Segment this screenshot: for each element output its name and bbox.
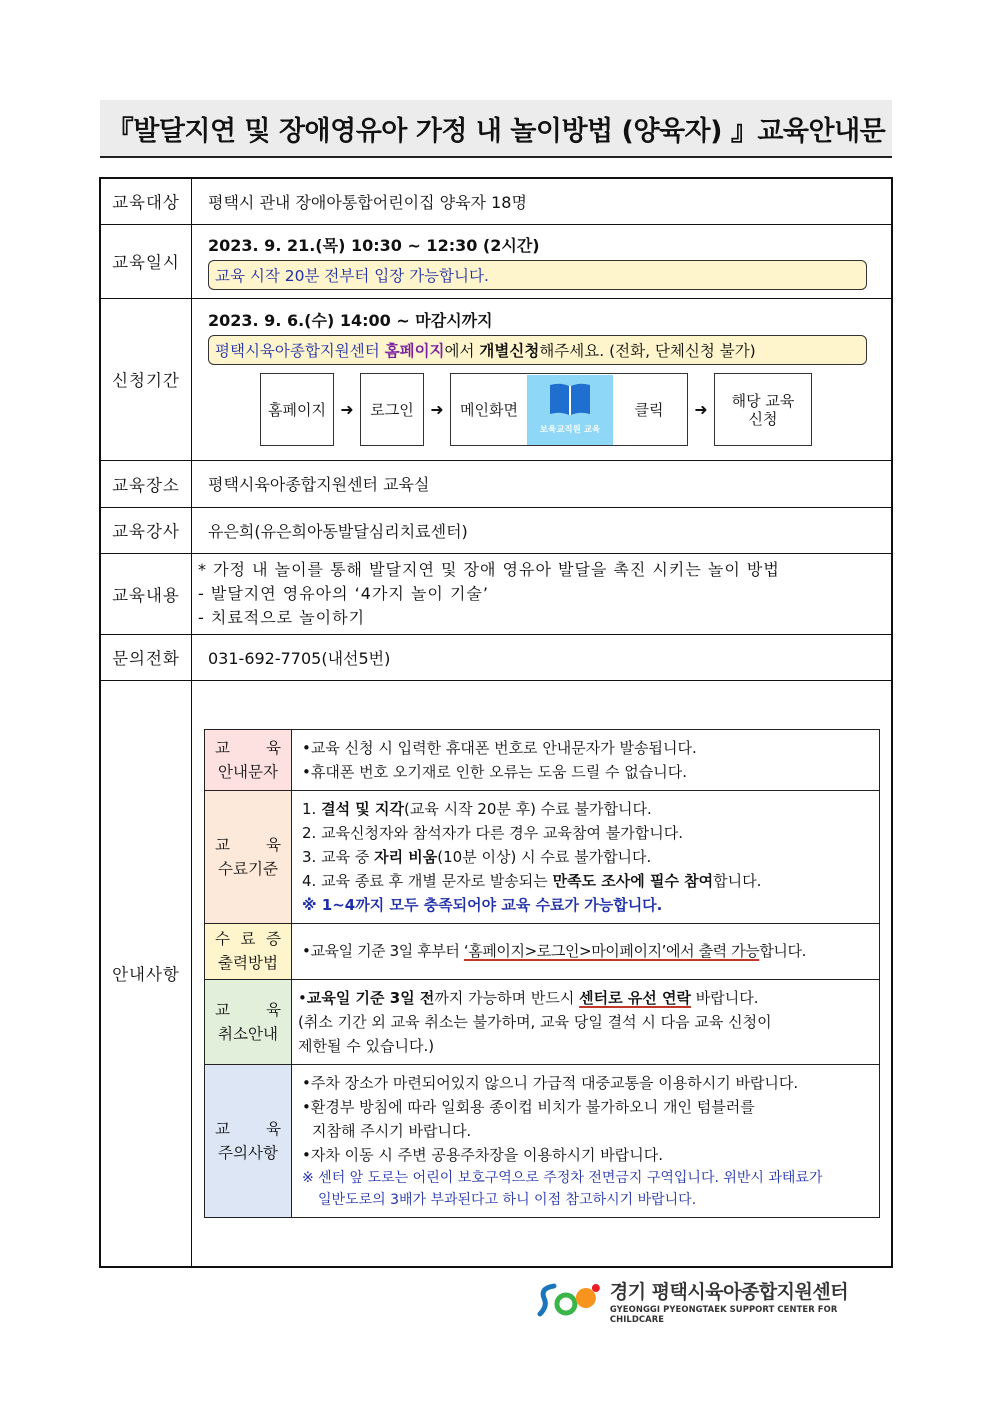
apply-flow	[260, 373, 891, 446]
row-datetime	[100, 224, 892, 298]
apply-note	[208, 335, 867, 365]
value-apply: 2023. 9. 6.(수) 14:00 ~ 마감시까지	[208, 311, 493, 330]
notice-value-caution	[292, 1064, 880, 1217]
caution-line3: 지참해 주시기 바랍니다.	[312, 1121, 472, 1140]
center-logo-icon	[534, 1280, 602, 1320]
notice-row-completion	[205, 790, 880, 923]
footer-logo	[534, 1278, 894, 1322]
label-lecturer: 교육강사	[100, 507, 192, 553]
flow-step-homepage: 홈페이지	[260, 373, 334, 446]
cancel-line1: •교육일 기준 3일 전까지 가능하며 반드시 센터로 유선 연락 바랍니다.	[298, 988, 759, 1007]
sms-line2: •휴대폰 번호 오기재로 인한 오류는 도움 드릴 수 없습니다.	[302, 762, 688, 781]
caution-line2: •환경부 방침에 따라 일회용 종이컵 비치가 불가하오니 개인 텀블러를	[302, 1097, 755, 1116]
label-place: 교육장소	[100, 460, 192, 507]
cell-datetime	[192, 224, 893, 298]
notice-label-cancel: 교 육 취소안내	[205, 979, 292, 1064]
flow-step-main-label: 메인화면	[460, 400, 518, 419]
content-line3: - 치료적으로 놀이하기	[198, 607, 366, 627]
row-apply	[100, 298, 892, 460]
row-notice	[100, 680, 892, 1267]
book-icon	[547, 381, 593, 417]
notice-value-certificate: •교육일 기준 3일 후부터 ‘홈페이지>로그인>마이페이지’에서 출력 가능합니다.	[292, 923, 880, 979]
completion-line4: 4. 교육 종료 후 개별 문자로 발송되는 만족도 조사에 필수 참여합니다.	[302, 871, 762, 890]
icon-label: 보육교직원 교육	[539, 424, 601, 435]
caution-note1: ※ 센터 앞 도로는 어린이 보호구역으로 주정차 전면금지 구역입니다. 위반시 과태료가	[302, 1169, 823, 1186]
label-datetime: 교육일시	[100, 224, 192, 298]
apply-note-individual: 개별신청	[479, 342, 540, 360]
label-content: 교육내용	[100, 553, 192, 634]
flow-step-apply-line2: 신청	[748, 409, 778, 428]
notice-row-sms	[205, 729, 880, 790]
footer-org-ko: 경기 평택시육아종합지원센터	[609, 1280, 849, 1303]
apply-note-homepage: 홈페이지	[384, 342, 445, 360]
value-lecturer: 유은희(유은희아동발달심리치료센터)	[192, 507, 893, 553]
notice-value-cancel	[292, 979, 880, 1064]
value-phone: 031-692-7705(내선5번)	[192, 634, 893, 680]
value-target: 평택시 관내 장애아통합어린이집 양육자 18명	[192, 178, 893, 224]
cancel-line2: (취소 기간 외 교육 취소는 불가하며, 교육 당일 결석 시 다음 교육 신청이	[298, 1012, 772, 1031]
flow-step-login: 로그인	[360, 373, 424, 446]
notice-row-cancel	[205, 979, 880, 1064]
notice-label-sms: 교 육 안내문자	[205, 729, 292, 790]
content-line1: * 가정 내 놀이를 통해 발달지연 및 장애 영유아 발달을 촉진 시키는 놀이 방법	[198, 559, 780, 579]
caution-note2: 일반도로의 3배가 부과된다고 하니 이점 참고하시기 바랍니다.	[318, 1191, 697, 1208]
notice-table	[204, 729, 880, 1218]
value-datetime: 2023. 9. 21.(목) 10:30 ~ 12:30 (2시간)	[208, 235, 540, 255]
flow-arrow-icon: ➜	[694, 400, 708, 419]
notice-row-certificate	[205, 923, 880, 979]
row-place	[100, 460, 892, 507]
notice-label-completion: 교 육 수료기준	[205, 790, 292, 923]
cancel-line3: 제한될 수 있습니다.)	[298, 1036, 435, 1055]
completion-line2: 2. 교육신청자와 참석자가 다른 경우 교육참여 불가합니다.	[302, 823, 683, 842]
entry-note: 교육 시작 20분 전부터 입장 가능합니다.	[208, 260, 867, 290]
cell-content	[192, 553, 893, 634]
label-target: 교육대상	[100, 178, 192, 224]
value-place: 평택시육아종합지원센터 교육실	[192, 460, 893, 507]
row-lecturer	[100, 507, 892, 553]
row-phone	[100, 634, 892, 680]
apply-note-a: 평택시육아종합지원센터	[215, 342, 385, 360]
footer-org-en: GYEONGGI PYEONGTAEK SUPPORT CENTER FOR CHILDCARE	[609, 1303, 838, 1324]
content-line2: - 발달지연 영유아의 ‘4가지 놀이 기술’	[198, 583, 489, 603]
label-phone: 문의전화	[100, 634, 192, 680]
caution-line4: •자차 이동 시 주변 공용주차장을 이용하시기 바랍니다.	[302, 1145, 664, 1164]
footer-text	[610, 1277, 894, 1324]
flow-arrow-icon: ➜	[430, 400, 444, 419]
info-table	[99, 177, 893, 1268]
cell-apply	[192, 298, 893, 460]
row-target	[100, 178, 892, 224]
teacher-education-button	[527, 375, 613, 445]
cell-notice	[192, 680, 893, 1267]
flow-step-click: 클릭	[634, 400, 664, 419]
apply-note-e: 해주세요. (전화, 단체신청 불가)	[539, 342, 756, 360]
flow-arrow-icon: ➜	[340, 400, 354, 419]
notice-label-certificate: 수 료 증 출력방법	[205, 923, 292, 979]
notice-label-caution: 교 육 주의사항	[205, 1064, 292, 1217]
caution-line1: •주차 장소가 마련되어있지 않으니 가급적 대중교통을 이용하시기 바랍니다.	[302, 1073, 799, 1092]
notice-row-caution	[205, 1064, 880, 1217]
flow-step-apply	[714, 373, 812, 446]
completion-line1: 1. 결석 및 지각(교육 시작 20분 후) 수료 불가합니다.	[302, 799, 652, 818]
document-title: 『발달지연 및 장애영유아 가정 내 놀이방법 (양육자) 』교육안내문	[100, 100, 892, 158]
sms-line1: •교육 신청 시 입력한 휴대폰 번호로 안내문자가 발송됩니다.	[302, 738, 697, 757]
row-content	[100, 553, 892, 634]
completion-line3: 3. 교육 중 자리 비움(10분 이상) 시 수료 불가합니다.	[302, 847, 652, 866]
label-apply: 신청기간	[100, 298, 192, 460]
notice-value-completion	[292, 790, 880, 923]
completion-note: ※ 1~4까지 모두 충족되어야 교육 수료가 가능합니다.	[302, 895, 663, 914]
notice-value-sms	[292, 729, 880, 790]
flow-step-main	[450, 373, 688, 446]
apply-note-c: 에서	[444, 342, 480, 360]
label-notice: 안내사항	[100, 680, 192, 1267]
flow-step-apply-line1: 해당 교육	[731, 391, 795, 410]
